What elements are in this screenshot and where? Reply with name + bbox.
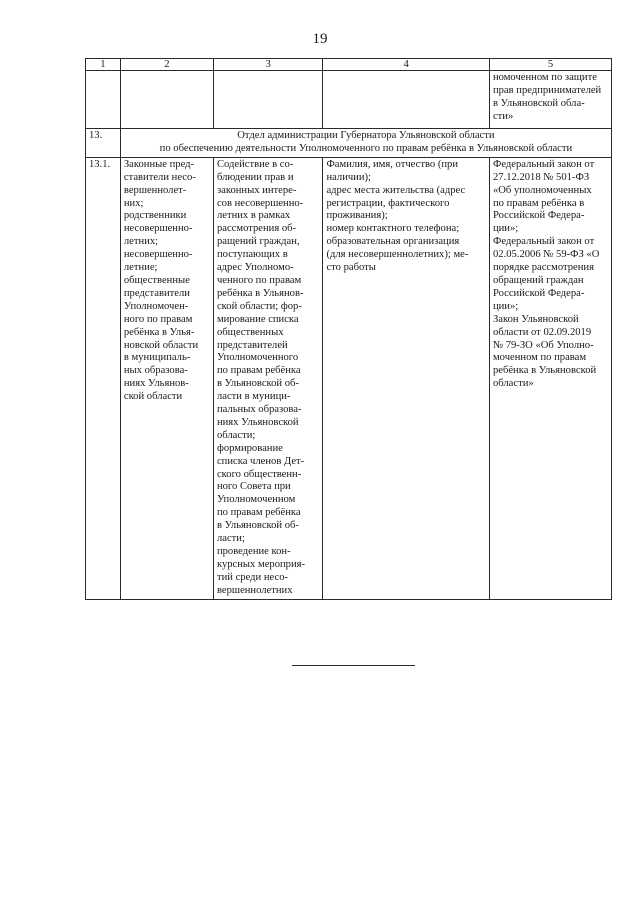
cell-text-line: ласти в муници- [216, 391, 291, 403]
cell-text-line: образовательная организация [326, 236, 460, 248]
cell-text-line: в муниципаль- [123, 352, 191, 364]
cell-text-line: адрес Уполномо- [216, 262, 294, 274]
cell-text-line: списка членов Дет- [216, 455, 305, 467]
cell-text-line: по правам ребёнка в [492, 197, 585, 209]
header-col-4: 4 [323, 59, 490, 71]
cell-text-line: регистрации, фактического [326, 197, 450, 209]
cell-text-line: тий среди несо- [216, 571, 289, 583]
cont-cell-2 [120, 71, 213, 129]
cell-text-line: ребёнка в Ульяновской [492, 365, 597, 377]
cell-text-line: несовершенно- [123, 223, 193, 235]
cell-text-line: ской области [123, 391, 183, 403]
cell-text-line: формирование [216, 442, 283, 454]
cell-text-line: вершеннолетних [216, 584, 293, 596]
header-col-5: 5 [489, 59, 611, 71]
section-number: 13. [86, 129, 121, 158]
cell-text-line: летние; [123, 262, 158, 274]
cont-cell-3 [213, 71, 322, 129]
cell-text-line: ребёнка в Ульянов- [216, 287, 304, 299]
row-purpose-cell [213, 157, 322, 599]
cell-text-line: порядке рассмотрения [492, 262, 594, 274]
header-col-2: 2 [120, 59, 213, 71]
continuation-row [86, 71, 612, 129]
cell-text-line: (для несовершеннолетних); ме- [326, 249, 469, 261]
cell-text-line: ного Совета при [216, 481, 291, 493]
cell-text-line: несовершенно- [123, 249, 193, 261]
cell-text-line: ской области; фор- [216, 300, 302, 312]
cell-text-line: Фамилия, имя, отчество (при [326, 158, 459, 170]
cell-text-line: адрес места жительства (адрес [326, 184, 466, 196]
row-subjects-cell [120, 157, 213, 599]
cell-text-line: поступающих в [216, 249, 288, 261]
cell-text-line: в Ульяновской об- [216, 378, 299, 390]
cell-text-line: в Ульяновской об- [216, 520, 299, 532]
cell-text-line: ных образова- [123, 365, 188, 377]
section-row [86, 129, 612, 158]
cell-text-line: в Ульяновской обла- [492, 97, 585, 109]
cell-text-line: сов несовершенно- [216, 197, 304, 209]
row-data-list-cell [323, 157, 490, 599]
cell-text-line: родственники [123, 210, 187, 222]
table-header-row [86, 59, 612, 71]
cell-text-line: обращений граждан [492, 274, 584, 286]
cell-text-line: проведение кон- [216, 546, 291, 557]
cell-text-line: номер контактного телефона; [326, 223, 460, 235]
cell-text-line: Уполномоченного [216, 352, 299, 364]
cell-text-line: ского общественн- [216, 468, 302, 480]
cell-text-line: области от 02.09.2019 [492, 326, 592, 338]
cell-text-line: по правам ребёнка [216, 507, 301, 519]
cell-text-line: блюдении прав и [216, 171, 294, 183]
cell-text-line: Содействие в со- [216, 158, 294, 170]
footer-separator-line [292, 665, 415, 666]
cell-text-line: области» [492, 378, 534, 390]
cell-text-line: по правам ребёнка [216, 365, 301, 377]
table-row [86, 157, 612, 599]
cell-text-line: Российской Федера- [492, 210, 585, 222]
cell-text-line: общественные [123, 274, 190, 286]
cell-text-line: ращений граждан, [216, 236, 300, 248]
cell-text-line: Федеральный закон от [492, 158, 595, 170]
cell-text-line: ласти; [216, 533, 245, 545]
section-title-line-1: Отдел администрации Губернатора Ульяновской области [237, 130, 495, 141]
cell-text-line: Российской Федера- [492, 287, 585, 299]
cell-text-line: Закон Ульяновской [492, 313, 579, 325]
cell-text-line: ченного по правам [216, 274, 302, 286]
cell-text-line: ниях Ульяновской [216, 416, 299, 428]
cell-text-line: общественных [216, 326, 284, 338]
cont-cell-1 [86, 71, 121, 129]
cell-text-line: представителей [216, 339, 288, 351]
cell-text-line: ниях Ульянов- [123, 378, 189, 390]
section-title [120, 129, 611, 158]
cell-text-line: ции»; [492, 223, 519, 235]
cell-text-line: сти» [492, 110, 514, 122]
cell-text-line: Уполномоченном [216, 494, 296, 506]
cell-text-line: законных интере- [216, 184, 297, 196]
cell-text-line: новской области [123, 339, 199, 351]
cell-text-line: области; [216, 429, 256, 441]
cell-text-line: номоченном по защите [492, 72, 597, 83]
cell-text-line: них; [123, 197, 144, 209]
cell-text-line: наличии); [326, 171, 371, 183]
cell-text-line: Федеральный закон от [492, 236, 595, 248]
header-col-3: 3 [213, 59, 322, 71]
cell-text-line: прав предпринимателей [492, 84, 602, 96]
legal-table [85, 58, 612, 600]
header-col-1: 1 [86, 59, 121, 71]
cont-cell-4 [323, 71, 490, 129]
row-number: 13.1. [86, 157, 121, 599]
cell-text-line: Законные пред- [123, 158, 195, 170]
cell-text-line: рассмотрения об- [216, 223, 297, 235]
cell-text-line: «Об уполномоченных [492, 184, 592, 196]
cont-cell-5 [489, 71, 611, 129]
cell-text-line: сто работы [326, 262, 376, 274]
cell-text-line: ного по правам [123, 313, 193, 325]
cell-text-line: 02.05.2006 № 59-ФЗ «О [492, 249, 600, 261]
row-legal-basis-cell [489, 157, 611, 599]
cell-text-line: 27.12.2018 № 501-ФЗ [492, 171, 590, 183]
cell-text-line: № 79-ЗО «Об Уполно- [492, 339, 594, 351]
cell-text-line: пальных образова- [216, 404, 302, 416]
cell-text-line: курсных мероприя- [216, 558, 306, 570]
cell-text-line: летних в рамках [216, 210, 291, 222]
cell-text-line: проживания); [326, 210, 388, 222]
cell-text-line: ребёнка в Улья- [123, 326, 195, 338]
cell-text-line: представители [123, 287, 190, 299]
cell-text-line: моченном по правам [492, 352, 587, 364]
cell-text-line: ставители несо- [123, 171, 196, 183]
cell-text-line: летних; [123, 236, 159, 248]
section-title-line-2: по обеспечению деятельности Уполномоченного по правам ребёнка в Ульяновской области [159, 142, 573, 154]
cell-text-line: вершеннолет- [123, 184, 187, 196]
page-number: 19 [312, 31, 328, 47]
cell-text-line: мирование списка [216, 313, 299, 325]
cell-text-line: ции»; [492, 300, 519, 312]
cell-text-line: Уполномочен- [123, 300, 189, 312]
